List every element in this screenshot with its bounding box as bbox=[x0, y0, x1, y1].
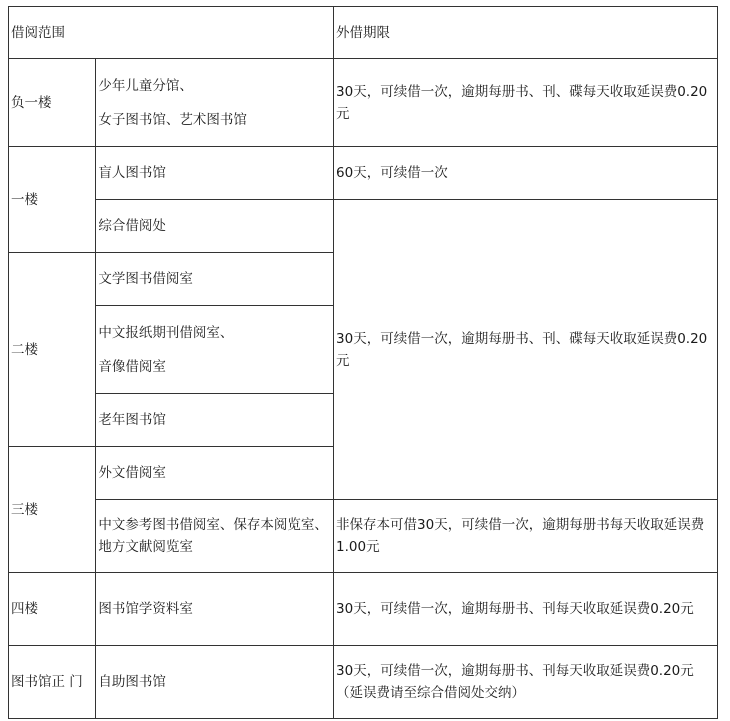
floor-cell: 二楼 bbox=[9, 253, 96, 447]
room-cell: 自助图书馆 bbox=[96, 646, 334, 719]
floor-cell: 三楼 bbox=[9, 447, 96, 573]
header-limit: 外借期限 bbox=[334, 7, 718, 59]
table-row bbox=[9, 573, 718, 646]
table-row bbox=[9, 646, 718, 719]
room-cell: 盲人图书馆 bbox=[96, 147, 334, 200]
floor-cell: 负一楼 bbox=[9, 59, 96, 147]
room-cell: 老年图书馆 bbox=[96, 394, 334, 447]
limit-cell: 非保存本可借30天，可续借一次，逾期每册书每天收取延误费1.00元 bbox=[334, 500, 718, 573]
limit-cell: 30天，可续借一次，逾期每册书、刊、碟每天收取延误费0.20元 bbox=[334, 59, 718, 147]
room-name: 音像借阅室 bbox=[98, 358, 166, 375]
floor-cell: 图书馆正 门 bbox=[9, 646, 96, 719]
room-cell: 文学图书借阅室 bbox=[96, 253, 334, 306]
table-row bbox=[9, 200, 718, 253]
table-row bbox=[9, 500, 718, 573]
room-name: 中文报纸期刊借阅室、 bbox=[98, 324, 234, 341]
floor-cell: 一楼 bbox=[9, 147, 96, 253]
loan-period-table bbox=[8, 6, 718, 719]
room-cell: 中文参考图书借阅室、保存本阅览室、地方文献阅览室 bbox=[96, 500, 334, 573]
limit-cell: 30天，可续借一次，逾期每册书、刊每天收取延误费0.20元 bbox=[334, 573, 718, 646]
room-name: 女子图书馆、艺术图书馆 bbox=[98, 111, 247, 128]
room-cell bbox=[96, 59, 334, 147]
room-cell: 图书馆学资料室 bbox=[96, 573, 334, 646]
header-scope: 借阅范围 bbox=[9, 7, 334, 59]
floor-cell: 四楼 bbox=[9, 573, 96, 646]
limit-cell: 60天，可续借一次 bbox=[334, 147, 718, 200]
room-cell: 综合借阅处 bbox=[96, 200, 334, 253]
limit-cell: 30天，可续借一次，逾期每册书、刊每天收取延误费0.20元（延误费请至综合借阅处交纳） bbox=[334, 646, 718, 719]
room-cell: 外文借阅室 bbox=[96, 447, 334, 500]
table-row bbox=[9, 147, 718, 200]
header-row bbox=[9, 7, 718, 59]
table-row bbox=[9, 59, 718, 147]
room-cell bbox=[96, 306, 334, 394]
limit-cell: 30天，可续借一次，逾期每册书、刊、碟每天收取延误费0.20元 bbox=[334, 200, 718, 500]
room-name: 少年儿童分馆、 bbox=[98, 77, 193, 94]
